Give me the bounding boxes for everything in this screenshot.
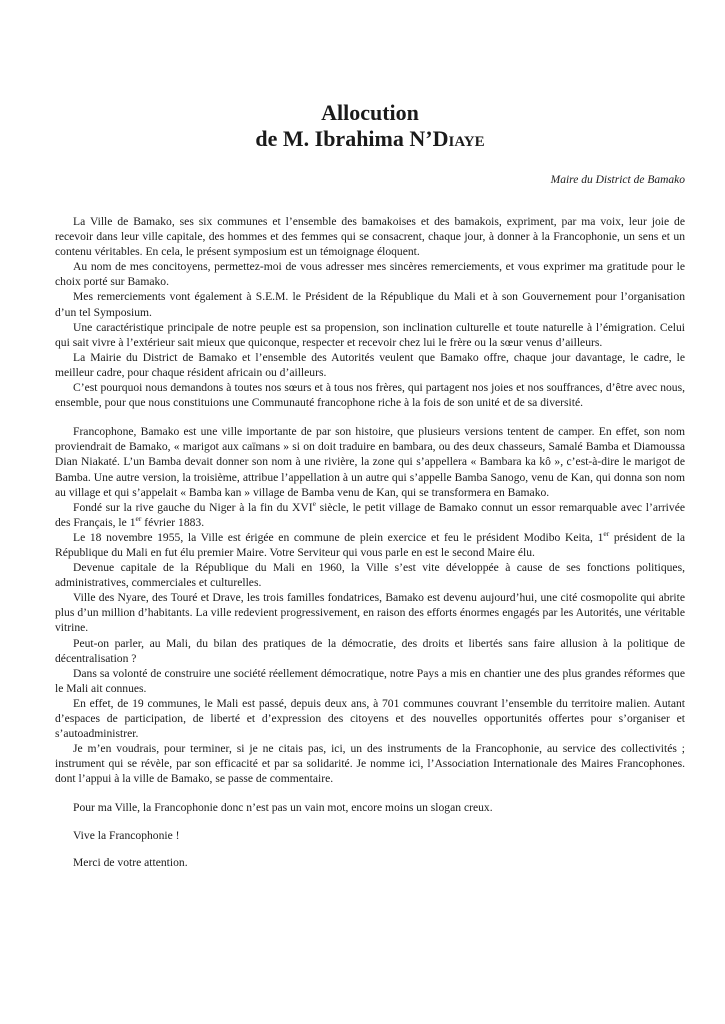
paragraph-founding — [55, 500, 685, 530]
paragraph: La Mairie du District de Bamako et l’ensemble des Autorités veulent que Bamako offre, chaque jour davantage, le cadre, le meilleur cadre, pour chaque résident africain ou d’ailleurs. — [55, 350, 685, 379]
paragraph: Je m’en voudrais, pour terminer, si je ne citais pas, ici, un des instruments de la Francophonie, au service des collectivités ; instrument qui se révèle, par son efficacité et par sa solidarité. Je nomme ici, l’Association Internationale des Maires Francophones. dont l’appui à la ville de Bamako, se passe de commentaire. — [55, 742, 685, 786]
text-run: siècle, le petit village de Bamako connut un essor remarquable avec l’arrivée des Français, le 1 — [55, 500, 685, 529]
section-2 — [55, 424, 685, 786]
document-title — [55, 100, 685, 152]
paragraph: Mes remerciements vont également à S.E.M. le Président de la République du Mali et à son Gouvernement pour l’organisation d’un tel Symposium. — [55, 290, 685, 319]
superscript: er — [603, 529, 610, 539]
paragraph: Francophone, Bamako est une ville importante de par son histoire, que plusieurs versions tentent de camper. En effet, son nom proviendrait de Bamako, « marigot aux caïmans » si on doit traduire en bambara, ou des deux chasseurs, Samalé Bamba et Diamoussa Dian Niakaté. L’un Bamba devait donner son nom à une rivière, la zone qui s’appellera « Bambara ka kô », c’est-à-dire le marigot de Bamba. Une autre version, la troisième, attribue l’appellation à un autre qui s’appelle Bamba Sanogo, venu de Kan, qui donna son nom au village et qui s’appelait « Bamba kan » village de Bamba venu de Kan, qui se transformera en Bamako. — [55, 425, 685, 499]
title-line-1: Allocution — [321, 100, 419, 125]
paragraph: Ville des Nyare, des Touré et Drave, les trois familles fondatrices, Bamako est devenu aujourd’hui, une cité cosmopolite qui abrite plus d’un million d’habitants. La ville redevient progressivement, en raison des efforts énormes engagés par les Autorités, une véritable vitrine. — [55, 591, 685, 635]
text-run: février 1883. — [141, 515, 205, 529]
section-1 — [55, 214, 685, 410]
title-line-2-smallcaps: iaye — [448, 126, 485, 151]
paragraph-commune — [55, 530, 685, 560]
title-line-2-prefix: de M. Ibrahima N’D — [255, 126, 449, 151]
text-run: Le 18 novembre 1955, la Ville est érigée en commune de plein exercice et feu le président Modibo Keita, 1 — [73, 530, 604, 544]
section-gap — [55, 410, 685, 424]
paragraph: Au nom de mes concitoyens, permettez-moi de vous adresser mes sincères remerciements, et vous exprimer ma gratitude pour le choix porté sur Bamako. — [55, 260, 685, 289]
paragraph: Dans sa volonté de construire une société réellement démocratique, notre Pays a mis en chantier une des plus grandes réformes que le Mali ait connues. — [55, 666, 685, 695]
section-gap — [55, 786, 685, 800]
author-role: Maire du District de Bamako — [550, 174, 685, 186]
paragraph: Peut-on parler, au Mali, du bilan des pratiques de la démocratie, des droits et libertés sans faire allusion à la politique de décentralisation ? — [55, 636, 685, 665]
closing-line: Pour ma Ville, la Francophonie donc n’est pas un vain mot, encore moins un slogan creux. — [73, 801, 493, 815]
closing-section — [55, 800, 685, 869]
title-line-2 — [55, 126, 685, 152]
document-page — [55, 100, 685, 882]
paragraph: Devenue capitale de la République du Mali en 1960, la Ville s’est vite développée à cause de ses fonctions politiques, administratives, commerciales et culturelles. — [55, 561, 685, 590]
closing-line: Vive la Francophonie ! — [73, 828, 180, 842]
paragraph: C’est pourquoi nous demandons à toutes nos sœurs et à tous nos frères, qui partagent nos joies et nos souffrances, d’être avec nous, ensemble, pour que nous constituions une Communauté francophone riche à la fois de son unité et de sa diversité. — [55, 381, 685, 410]
paragraph: La Ville de Bamako, ses six communes et l’ensemble des bamakoises et des bamakois, expriment, par ma voix, leur joie de recevoir dans leur ville capitale, des hommes et des femmes qui se consacrent, chaque jour, à donner à la Francophonie, un sens et un contenu véritables. En cela, le présent symposium est un témoignage éloquent. — [55, 215, 685, 259]
superscript: e — [312, 498, 316, 508]
paragraph: Une caractéristique principale de notre peuple est sa propension, son inclination culturelle et toute naturelle à l’émigration. Celui qui sait vivre à l’extérieur sait mieux que quiconque, respecter et recevoir chez lui le frère ou la sœur venus d’ailleurs. — [55, 320, 685, 349]
text-run: président de la République du Mali en fut élu premier Maire. Votre Serviteur qui vous parle en est le second Maire élu. — [55, 530, 685, 559]
paragraph: En effet, de 19 communes, le Mali est passé, depuis deux ans, à 701 communes couvrant l’ensemble du territoire malien. Autant d’espaces de participation, de liberté et d’expression des citoyens et des nouvelles opportunités offertes pour s’organiser et s’autoadministrer. — [55, 696, 685, 741]
closing-line: Merci de votre attention. — [73, 855, 188, 869]
text-run: Fondé sur la rive gauche du Niger à la fin du XVI — [73, 500, 313, 514]
superscript: er — [135, 513, 142, 523]
